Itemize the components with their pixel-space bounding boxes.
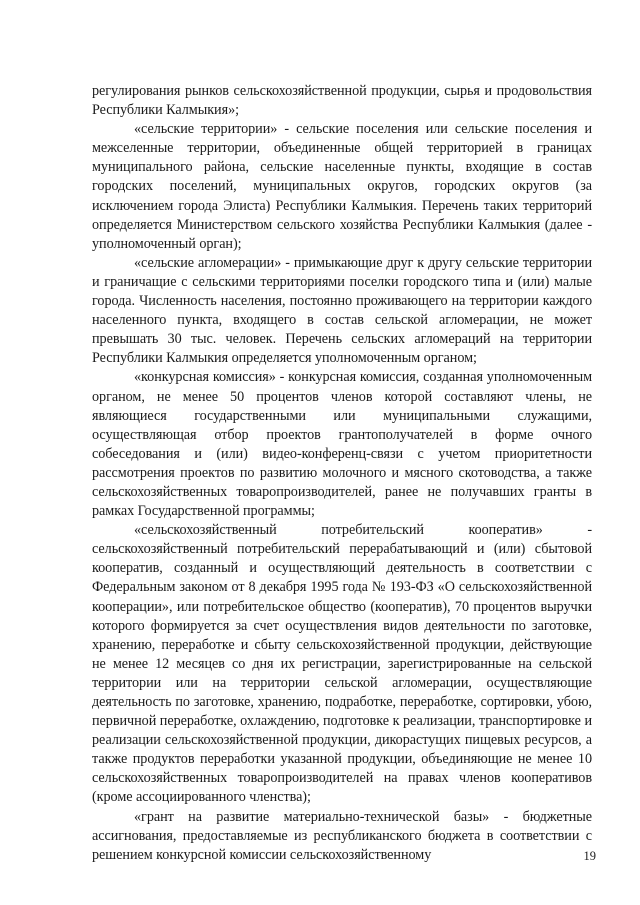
paragraph-consumer-cooperative: «сельскохозяйственный потребительский кооператив» - сельскохозяйственный потребительский перерабатывающий и (или) сбытовой кооператив, созданный и осуществляющий деятельность в соответствии с Федеральным законом от 8 декабря 1995 года № 193-ФЗ «О сельскохозяйственной кооперации», или потребительское общество (кооператив), 70 процентов выручки которого формируется за счет осуществления видов деятельности по заготовке, хранению, переработке и сбыту сельскохозяйственной продукции, действующие не менее 12 месяцев со дня их регистрации, зарегистрированные на сельской территории или на территории сельской агломерации, осуществляющие деятельность по заготовке, хранению, подработке, переработке, сортировки, убою, первичной переработке, охлаждению, подготовке к реализации, транспортировке и реализации сельскохозяйственной продукции, дикорастущих пищевых ресурсов, а также продуктов переработки указанной продукции, объединяющие не менее 10 сельскохозяйственных товаропроизводителей на правах членов кооперативов (кроме ассоциированного членства); bbox=[92, 522, 592, 806]
paragraph-rural-agglomerations: «сельские агломерации» - примыкающие друг к другу сельские территории и граничащие с сельскими территориями поселки городского типа и (или) малые города. Численность населения, постоянно проживающего на территории каждого населенного пункта, входящего в состав сельской агломерации, не может превышать 30 тыс. человек. Перечень сельских агломераций на территории Республики Калмыкия определяется уполномоченным органом; bbox=[92, 254, 592, 367]
paragraph-regulation-continuation: регулирования рынков сельскохозяйственной продукции, сырья и продовольствия Республики Калмыкия»; bbox=[92, 83, 592, 119]
document-body bbox=[92, 82, 592, 865]
page-number: 19 bbox=[583, 849, 596, 863]
paragraph-rural-territories: «сельские территории» - сельские поселения или сельские поселения и межселенные территории, объединенные общей территорией в границах муниципального района, сельские населенные пункты, входящие в состав городских поселений, муниципальных округов, городских округов (за исключением города Элиста) Республики Калмыкия. Перечень таких территорий определяется Министерством сельского хозяйства Республики Калмыкия (далее - уполномоченный орган); bbox=[92, 121, 592, 252]
paragraph-material-technical-grant: «грант на развитие материально-технической базы» - бюджетные ассигнования, предоставляемые из республиканского бюджета в соответствии с решением конкурсной комиссии сельскохозяйственному bbox=[92, 808, 592, 863]
paragraph-competition-commission: «конкурсная комиссия» - конкурсная комиссия, созданная уполномоченным органом, не менее 50 процентов членов которой составляют члены, не являющиеся государственными или муниципальными служащими, осуществляющая отбор проектов грантополучателей в форме очного собеседования и (или) видео-конференц-связи с учетом приоритетности рассмотрения проектов по развитию молочного и мясного скотоводства, а также сельскохозяйственных товаропроизводителей, ранее не получавших гранты в рамках Государственной программы; bbox=[92, 369, 592, 520]
